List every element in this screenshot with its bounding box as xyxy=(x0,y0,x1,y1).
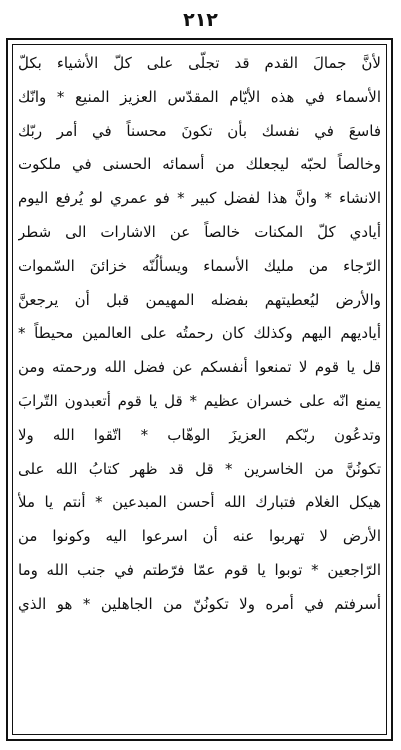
text-line-4: وخالصاً لحبّه ليجعلك من أسمائه الحسنى في ملكوت xyxy=(18,155,381,174)
text-line-16: الرّاجعين * توبوا يا قوم عمّا فرّطتم في جنب الله وما xyxy=(18,560,381,579)
text-line-1: لأنَّ جمالَ القدم قد تجلّى على كلّ الأشياء بكلّ xyxy=(18,54,381,72)
text-line-2: الأسماء في هذه الأيّام المقدّس العزيز المنيع * وانّك xyxy=(18,87,381,106)
text-line-3: فاسعَ في نفسك بأن تكونَ محسناً في أمر ربّك xyxy=(18,121,381,140)
text-line-6: أيادي كلّ المكنات خالصاً عن الاشارات الى شطر xyxy=(18,222,381,241)
text-line-12: وتدعُون ربّكم العزيزَ الوهّاب * اتّقوا الله ولا xyxy=(18,425,381,444)
text-line-7: الرّجاء من مليك الأسماء ويسألُنّه خزائنَ السّموات xyxy=(18,256,381,275)
text-line-15: الأرض لا تهربوا عنه أن اسرعوا اليه وكونوا من xyxy=(18,527,381,546)
text-line-14: هيكل الغلام فتبارك الله أحسن المبدعين * أنتم يا ملأ xyxy=(18,493,381,512)
page-frame xyxy=(6,38,393,741)
text-line-13: تكونُنَّ من الخاسرين * قل قد ظهر كتابُ الله على xyxy=(18,459,381,478)
text-line-8: والأرض ليُعطيتهم بفضله المهيمن قبل أن يرجعنَّ xyxy=(18,290,381,309)
text-line-10: قل يا قوم لا تمنعوا أنفسكم عن فضل الله ورحمته ومن xyxy=(18,358,381,377)
text-line-17: أسرفتم في أمره ولا تكونُنّ من الجاهلين * هو الذي xyxy=(18,594,381,613)
text-line-5: الانشاء * وانَّ هذا لفضل كبير * فو عمري لو يُرفع اليوم xyxy=(18,189,381,208)
body-text xyxy=(18,47,381,622)
text-line-9: أياديهم اليهم وكذلك كان رحمتُه على العالمين محيطاً * xyxy=(18,324,381,343)
page-number: ۲۱۲ xyxy=(183,9,218,31)
text-line-11: يمنع انّه على خسران عظيم * قل يا قوم أتعبدون التّرابَ xyxy=(18,391,381,410)
